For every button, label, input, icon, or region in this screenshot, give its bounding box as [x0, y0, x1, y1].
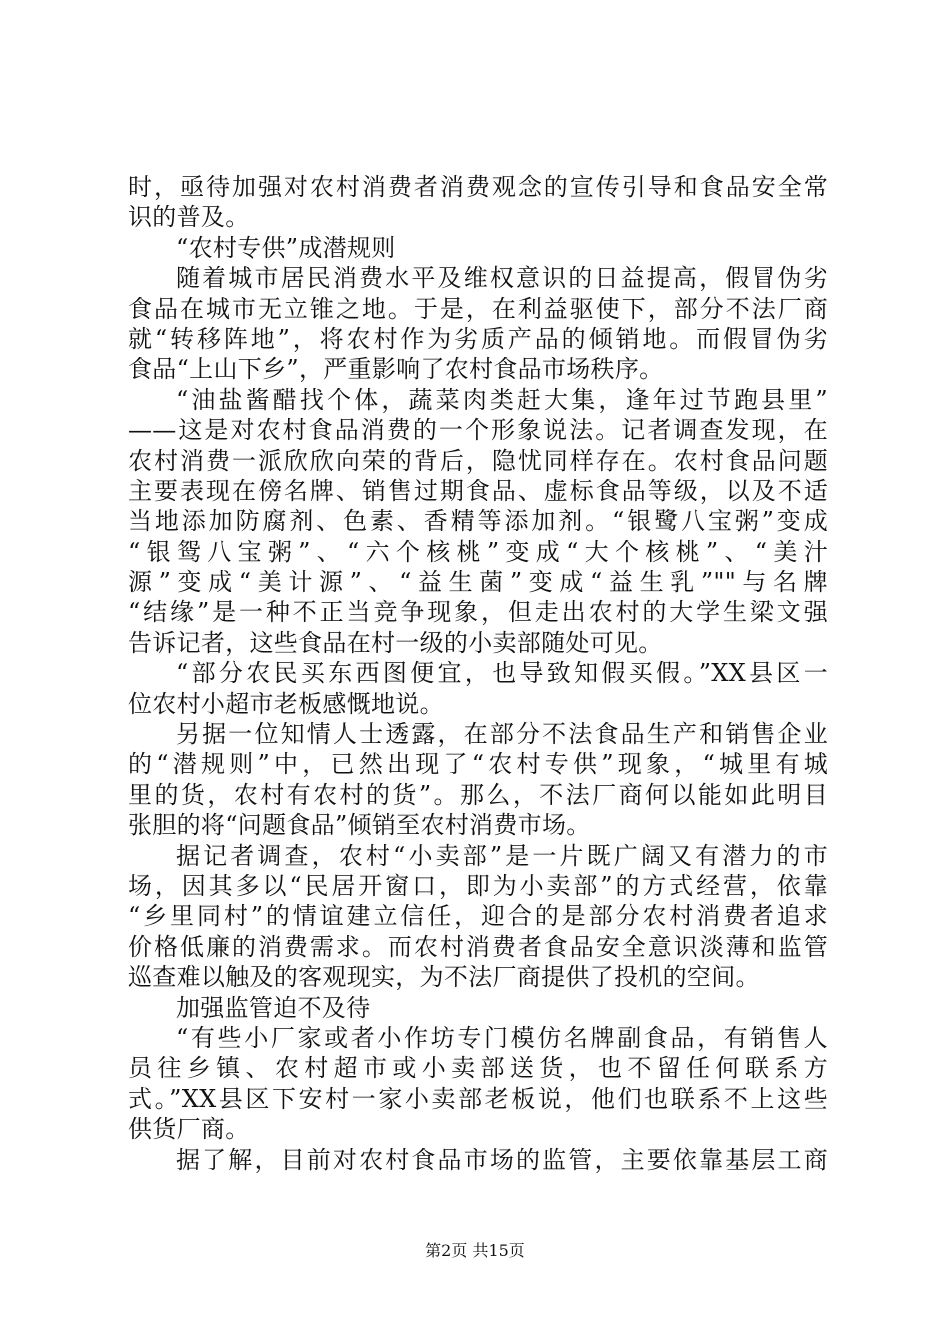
text-line: 场，因其多以“民居开窗口，即为小卖部”的方式经营，依靠	[128, 871, 828, 900]
text-line: “农村专供”成潜规则	[176, 233, 396, 262]
text-line: 的“潜规则”中，已然出现了“农村专供”现象，“城里有城	[128, 750, 828, 779]
text-line: “乡里同村”的情谊建立信任，迎合的是部分农村消费者追求	[128, 902, 828, 931]
text-line: 巡查难以触及的客观现实，为不法厂商提供了投机的空间。	[128, 963, 760, 992]
text-line: 位农村小超市老板感慨地说。	[128, 689, 444, 718]
text-line: “有些小厂家或者小作坊专门模仿名牌副食品，有销售人	[176, 1023, 828, 1052]
text-line: 随着城市居民消费水平及维权意识的日益提高，假冒伪劣	[176, 264, 828, 293]
text-line: 主要表现在傍名牌、销售过期食品、虚标食品等级，以及不适	[128, 476, 828, 505]
text-line: 时，亟待加强对农村消费者消费观念的宣传引导和食品安全常	[128, 173, 828, 201]
text-line: 价格低廉的消费需求。而农村消费者食品安全意识淡薄和监管	[128, 932, 828, 961]
text-line: 供货厂商。	[128, 1115, 250, 1144]
text-line: 当地添加防腐剂、色素、香精等添加剂。“银鹭八宝粥”变成	[128, 507, 828, 536]
text-line: 加强监管迫不及待	[176, 993, 371, 1022]
text-line: 员往乡镇、农村超市或小卖部送货，也不留任何联系方	[128, 1054, 828, 1083]
text-line: 农村消费一派欣欣向荣的背后，隐忧同样存在。农村食品问题	[128, 446, 828, 475]
text-line: 告诉记者，这些食品在村一级的小卖部随处可见。	[128, 628, 663, 657]
document-body	[128, 172, 828, 1175]
text-line: 食品在城市无立锥之地。于是，在利益驱使下，部分不法厂商	[128, 294, 828, 323]
text-line: 食品“上山下乡”，严重影响了农村食品市场秩序。	[128, 355, 664, 384]
text-line: 就“转移阵地”，将农村作为劣质产品的倾销地。而假冒伪劣	[128, 324, 828, 353]
text-line: 源”变成“美计源”、“益生菌”变成“益生乳”""与名牌	[128, 568, 828, 597]
text-line: “部分农民买东西图便宜，也导致知假买假。”XX县区一	[176, 659, 828, 688]
text-line: 据了解，目前对农村食品市场的监管，主要依靠基层工商	[176, 1145, 828, 1174]
text-line: “银鸳八宝粥”、“六个核桃”变成“大个核桃”、“美汁	[128, 537, 828, 566]
text-line: “结缘”是一种不正当竞争现象，但走出农村的大学生梁文强	[128, 598, 828, 627]
text-line: 张胆的将“问题食品”倾销至农村消费市场。	[128, 811, 591, 840]
text-line: ——这是对农村食品消费的一个形象说法。记者调查发现，在	[128, 416, 828, 445]
text-line: 式。”XX县区下安村一家小卖部老板说，他们也联系不上这些	[128, 1084, 828, 1113]
text-line: 据记者调查，农村“小卖部”是一片既广阔又有潜力的市	[176, 841, 828, 870]
page-number-footer: 第2页 共15页	[425, 1241, 525, 1260]
text-line: 另据一位知情人士透露，在部分不法食品生产和销售企业	[176, 720, 828, 749]
text-line: “油盐酱醋找个体，蔬菜肉类赶大集，逢年过节跑县里”	[176, 385, 828, 414]
text-line: 识的普及。	[128, 203, 250, 232]
text-line: 里的货，农村有农村的货”。那么，不法厂商何以能如此明目	[128, 780, 828, 809]
